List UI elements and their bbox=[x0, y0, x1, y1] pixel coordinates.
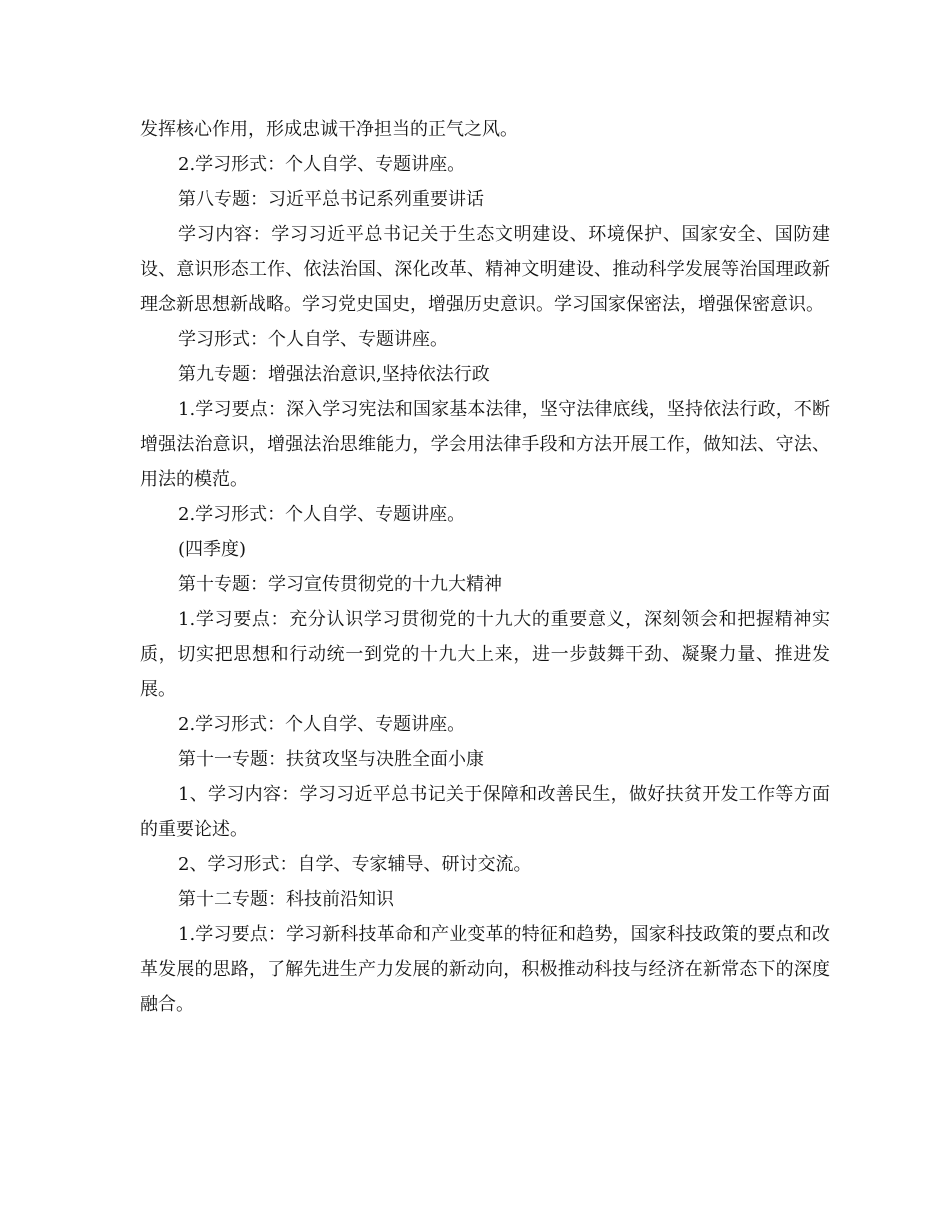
paragraph-study-form: 2、学习形式：自学、专家辅导、研讨交流。 bbox=[178, 854, 532, 875]
section-heading-11: 第十一专题：扶贫攻坚与决胜全面小康 bbox=[178, 749, 484, 770]
paragraph-study-form: 2.学习形式：个人自学、专题讲座。 bbox=[178, 154, 466, 175]
paragraph-study-form: 2.学习形式：个人自学、专题讲座。 bbox=[178, 504, 466, 525]
section-heading-9: 第九专题：增强法治意识,坚持依法行政 bbox=[178, 364, 490, 385]
paragraph-study-points: 1.学习要点：深入学习宪法和国家基本法律，坚守法律底线，坚持依法行政，不断增强法治意识，增强法治思维能力，学会用法律手段和方法开展工作，做知法、守法、用法的模范。 bbox=[140, 399, 830, 490]
paragraph-continuation: 发挥核心作用，形成忠诚干净担当的正气之风。 bbox=[140, 119, 518, 140]
paragraph-study-form: 学习形式：个人自学、专题讲座。 bbox=[178, 329, 448, 350]
section-heading-8: 第八专题：习近平总书记系列重要讲话 bbox=[178, 189, 484, 210]
paragraph-study-content: 1、学习内容：学习习近平总书记关于保障和改善民生，做好扶贫开发工作等方面的重要论述。 bbox=[140, 784, 830, 840]
quarter-heading: (四季度) bbox=[178, 539, 247, 560]
section-heading-10: 第十专题：学习宣传贯彻党的十九大精神 bbox=[178, 574, 502, 595]
paragraph-study-points: 1.学习要点：学习新科技革命和产业变革的特征和趋势，国家科技政策的要点和改革发展的思路，了解先进生产力发展的新动向，积极推动科技与经济在新常态下的深度融合。 bbox=[140, 924, 830, 1015]
section-heading-12: 第十二专题：科技前沿知识 bbox=[178, 889, 394, 910]
paragraph-study-points: 1.学习要点：充分认识学习贯彻党的十九大的重要意义，深刻领会和把握精神实质，切实把思想和行动统一到党的十九大上来，进一步鼓舞干劲、凝聚力量、推进发展。 bbox=[140, 609, 830, 700]
paragraph-study-form: 2.学习形式：个人自学、专题讲座。 bbox=[178, 714, 466, 735]
paragraph-study-content: 学习内容：学习习近平总书记关于生态文明建设、环境保护、国家安全、国防建设、意识形态工作、依法治国、深化改革、精神文明建设、推动科学发展等治国理政新理念新思想新战略。学习党史国史，增强历史意识。学习国家保密法，增强保密意识。 bbox=[140, 224, 830, 315]
document-body bbox=[140, 112, 830, 1022]
